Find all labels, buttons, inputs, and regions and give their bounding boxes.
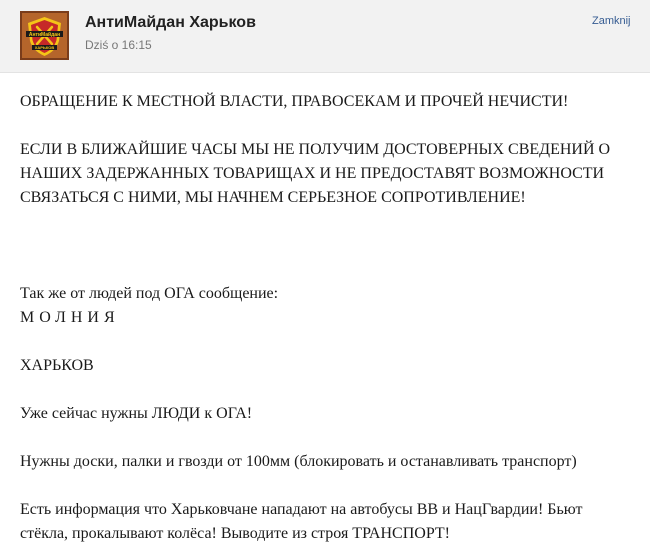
close-button[interactable]: Zamknij — [592, 15, 631, 27]
post-paragraph-people-needed: Уже сейчас нужны ЛЮДИ к ОГА! — [20, 405, 253, 422]
avatar-logo-text: АнтиМайдан — [28, 32, 61, 38]
post-paragraph-city: ХАРЬКОВ — [20, 357, 94, 374]
post-timestamp[interactable]: Dziś o 16:15 — [85, 38, 152, 52]
group-name-link[interactable]: АнтиМайдан Харьков — [85, 14, 256, 31]
avatar-logo-subtext: ХАРЬКОВ — [34, 45, 55, 51]
post-paragraph-appeal: ОБРАЩЕНИЕ К МЕСТНОЙ ВЛАСТИ, ПРАВОСЕКАМ И ПРОЧЕЙ НЕЧИСТИ! — [20, 93, 569, 110]
antimaidan-logo-icon — [20, 11, 69, 60]
post-paragraph-message-intro: Так же от людей под ОГА сообщение: — [20, 285, 279, 302]
group-avatar[interactable] — [20, 11, 69, 60]
post-paragraph-transport: Есть информация что Харьковчане нападают на автобусы ВВ и НацГвардии! Бьют стёкла, прокалывают колёса! Выводите из строя ТРАНСПОРТ! — [20, 501, 583, 542]
post-paragraph-materials: Нужны доски, палки и гвозди от 100мм (блокировать и останавливать транспорт) — [20, 453, 577, 470]
post-body — [20, 90, 630, 546]
post-paragraph-warning: ЕСЛИ В БЛИЖАЙШИЕ ЧАСЫ МЫ НЕ ПОЛУЧИМ ДОСТОВЕРНЫХ СВЕДЕНИЙ О НАШИХ ЗАДЕРЖАННЫХ ТОВАРИЩАХ И НЕ ПРЕДОСТАВЯТ ВОЗМОЖНОСТИ СВЯЗАТЬСЯ С НИМИ, МЫ НАЧНЕМ СЕРЬЕЗНОЕ СОПРОТИВЛЕНИЕ! — [20, 141, 611, 206]
post-header — [0, 0, 650, 73]
post-paragraph-lightning: МОЛНИЯ — [20, 309, 120, 326]
